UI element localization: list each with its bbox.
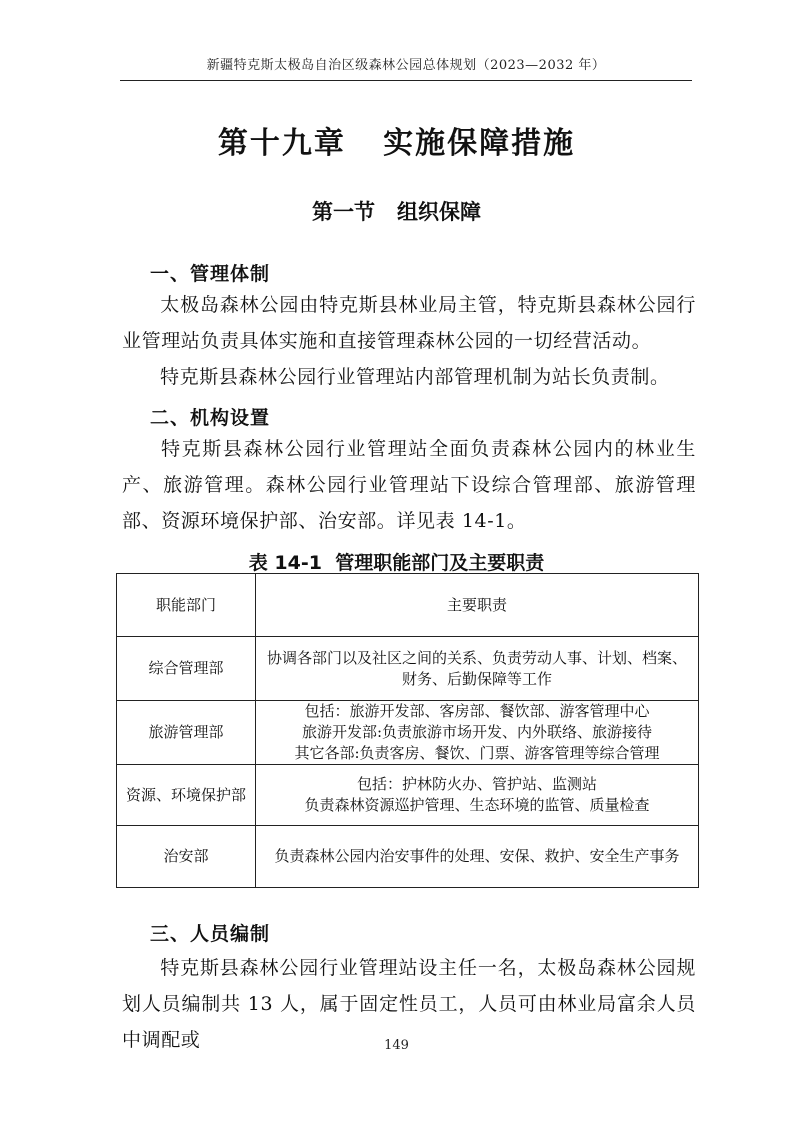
paragraph-text: 特克斯县森林公园行业管理站内部管理机制为站长负责制。 (160, 366, 670, 388)
paragraph-text: 特克斯县森林公园行业管理站设主任一名，太极岛森林公园规划人员编制共 13 人，属于固定性员工，人员可由林业局富余人员中调配或 (122, 957, 696, 1051)
table-title: 表 14-1 管理职能部门及主要职责 (248, 552, 545, 574)
duty-line: 其它各部:负责客房、餐饮、门票、游客管理等综合管理 (294, 744, 660, 762)
duties-cell (256, 701, 699, 765)
duty-line: 协调各部门以及社区之间的关系、负责劳动人事、计划、档案、 (266, 648, 687, 667)
paragraph (122, 359, 696, 395)
page-number: 149 (384, 1038, 409, 1053)
section-heading-management-system: 一、管理体制 (150, 263, 271, 285)
table-row (117, 765, 699, 826)
duty-line: 财务、后勤保障等工作 (401, 669, 552, 688)
table-row (117, 826, 699, 888)
section-heading-staffing: 三、人员编制 (150, 923, 271, 945)
section-heading-organization: 二、机构设置 (150, 407, 271, 429)
duties-cell (256, 637, 699, 701)
dept-cell: 综合管理部 (117, 637, 256, 701)
table-row (117, 637, 699, 701)
dept-cell: 治安部 (117, 826, 256, 888)
table-header-cell: 主要职责 (256, 574, 699, 637)
duty-line: 旅游开发部:负责旅游市场开发、内外联络、旅游接待 (301, 723, 653, 741)
paragraph (122, 287, 696, 359)
paragraph-text: 太极岛森林公园由特克斯县林业局主管，特克斯县森林公园行业管理站负责具体实施和直接管理森林公园的一切经营活动。 (122, 294, 696, 352)
duty-line: 负责森林公园内治安事件的处理、安保、救护、安全生产事务 (274, 847, 680, 865)
duty-line: 包括：护林防火办、管护站、监测站 (356, 775, 597, 793)
running-header: 新疆特克斯太极岛自治区级森林公园总体规划（2023—2032 年） (206, 58, 606, 73)
duties-table (116, 573, 699, 888)
dept-cell: 资源、环境保护部 (117, 765, 256, 826)
duty-line: 负责森林资源巡护管理、生态环境的监管、质量检查 (304, 796, 650, 814)
header-rule (120, 80, 692, 81)
duties-cell (256, 826, 699, 888)
section-title: 第一节 组织保障 (312, 200, 481, 224)
dept-cell: 旅游管理部 (117, 701, 256, 765)
table-header-cell: 职能部门 (117, 574, 256, 637)
table-header-row (117, 574, 699, 637)
paragraph (122, 431, 696, 539)
duties-cell (256, 765, 699, 826)
chapter-title: 第十九章 实施保障措施 (217, 126, 576, 161)
table-row (117, 701, 699, 765)
duty-line: 包括：旅游开发部、客房部、餐饮部、游客管理中心 (304, 702, 650, 720)
paragraph-text: 特克斯县森林公园行业管理站全面负责森林公园内的林业生产、旅游管理。森林公园行业管理站下设综合管理部、旅游管理部、资源环境保护部、治安部。详见表 14-1。 (122, 438, 696, 532)
